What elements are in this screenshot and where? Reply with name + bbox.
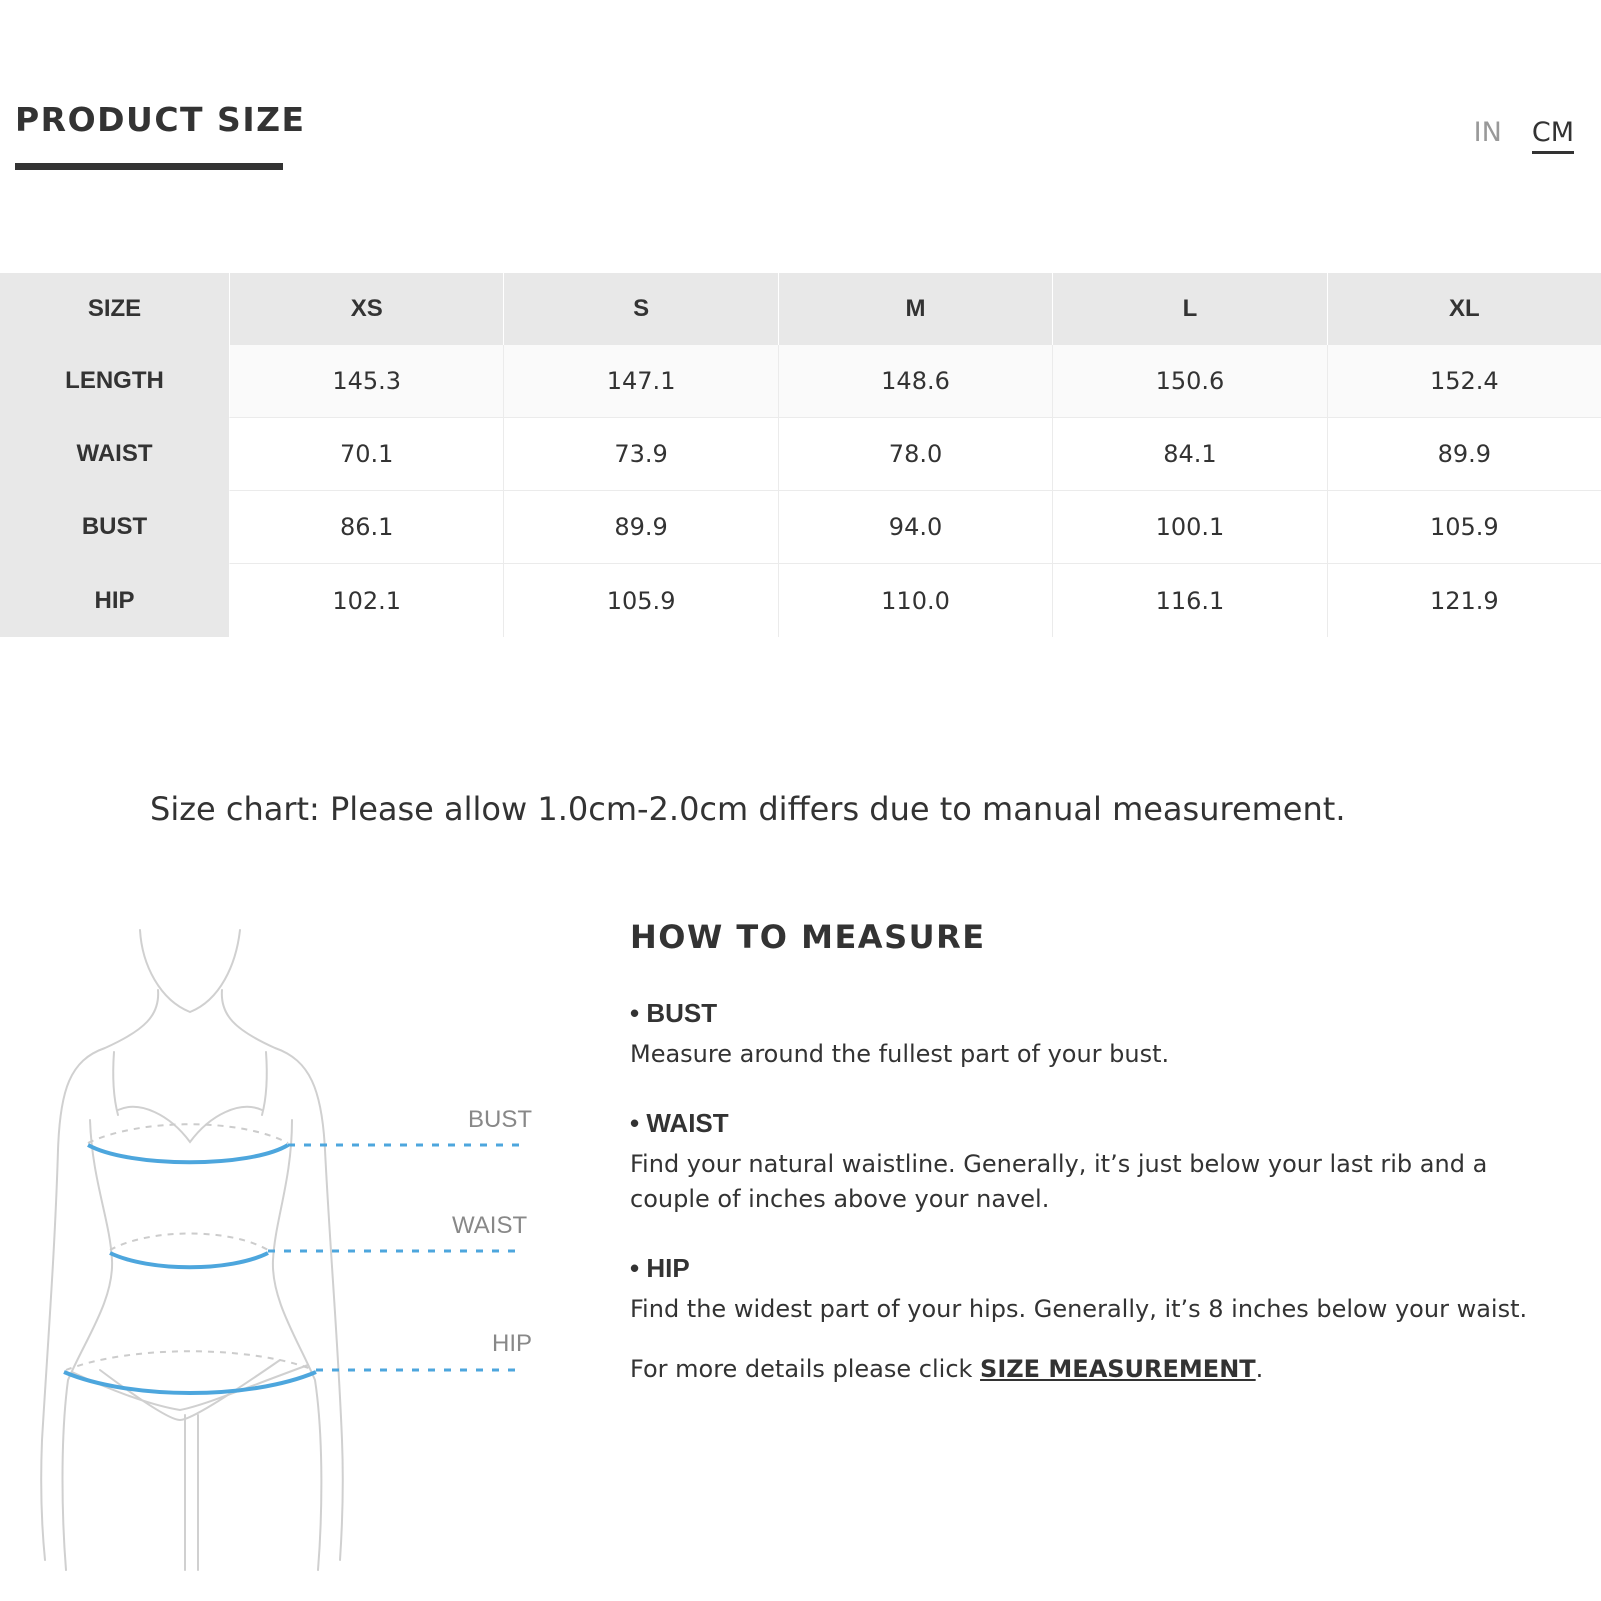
table-header-row — [0, 273, 1601, 345]
table-cell: 73.9 — [504, 418, 778, 491]
table-cell: 89.9 — [1328, 418, 1601, 491]
column-header-xs: XS — [230, 273, 504, 345]
column-header-size: SIZE — [0, 273, 230, 345]
column-header-xl: XL — [1328, 273, 1601, 345]
size-measurement-link[interactable]: SIZE MEASUREMENT — [980, 1355, 1256, 1383]
measure-item-hip — [630, 1253, 1570, 1327]
measure-item-desc: Measure around the fullest part of your bust. — [630, 1040, 1170, 1068]
body-measurement-figure — [30, 920, 550, 1580]
measure-item-bust — [630, 998, 1570, 1072]
bust-measure-curve — [88, 1145, 288, 1162]
unit-in-button[interactable]: IN — [1473, 117, 1502, 148]
measure-item-title: • BUST — [630, 998, 718, 1028]
table-cell: 105.9 — [504, 564, 778, 637]
table-cell: 116.1 — [1053, 564, 1327, 637]
column-header-l: L — [1053, 273, 1327, 345]
waist-measure-curve — [110, 1253, 268, 1267]
size-chart-note: Size chart: Please allow 1.0cm-2.0cm differs due to manual measurement. — [150, 790, 1346, 828]
how-to-measure-heading: HOW TO MEASURE — [630, 918, 986, 956]
column-header-s: S — [504, 273, 778, 345]
unit-cm-button[interactable]: CM — [1532, 117, 1574, 154]
table-cell: 89.9 — [504, 491, 778, 564]
table-cell: 94.0 — [779, 491, 1053, 564]
how-to-measure-section — [630, 918, 1570, 1383]
more-details-suffix: . — [1255, 1355, 1264, 1383]
table-cell: 145.3 — [230, 345, 504, 418]
column-header-m: M — [779, 273, 1053, 345]
measure-item-desc: Find the widest part of your hips. Generally, it’s 8 inches below your waist. — [630, 1295, 1528, 1323]
page-title: PRODUCT SIZE — [15, 100, 306, 139]
measure-item-title: • WAIST — [630, 1108, 729, 1138]
size-table — [0, 273, 1601, 637]
waist-figure-label: WAIST — [452, 1212, 528, 1239]
row-label: LENGTH — [0, 345, 230, 418]
row-label: WAIST — [0, 418, 230, 491]
table-cell: 84.1 — [1053, 418, 1327, 491]
measure-item-title: • HIP — [630, 1253, 690, 1283]
more-details-prefix: For more details please click — [630, 1355, 981, 1383]
table-cell: 78.0 — [779, 418, 1053, 491]
table-row — [0, 345, 1601, 418]
unit-toggle — [1474, 117, 1574, 154]
table-cell: 150.6 — [1053, 345, 1327, 418]
table-cell: 105.9 — [1328, 491, 1601, 564]
table-cell: 148.6 — [779, 345, 1053, 418]
table-cell: 110.0 — [779, 564, 1053, 637]
measure-item-waist — [630, 1108, 1570, 1217]
table-cell: 100.1 — [1053, 491, 1327, 564]
measure-item-desc: Find your natural waistline. Generally, it’s just below your last rib and a couple of inches above your navel. — [630, 1150, 1488, 1213]
table-cell: 86.1 — [230, 491, 504, 564]
table-cell: 147.1 — [504, 345, 778, 418]
table-row — [0, 564, 1601, 637]
table-cell: 70.1 — [230, 418, 504, 491]
more-details-text — [630, 1355, 1570, 1383]
row-label: BUST — [0, 491, 230, 564]
body-outline-illustration — [30, 920, 550, 1580]
hip-figure-label: HIP — [492, 1330, 533, 1357]
table-row — [0, 491, 1601, 564]
table-cell: 102.1 — [230, 564, 504, 637]
table-cell: 152.4 — [1328, 345, 1601, 418]
bust-figure-label: BUST — [468, 1106, 533, 1133]
row-label: HIP — [0, 564, 230, 637]
table-cell: 121.9 — [1429, 586, 1499, 615]
table-row — [0, 418, 1601, 491]
title-underline — [15, 163, 283, 170]
